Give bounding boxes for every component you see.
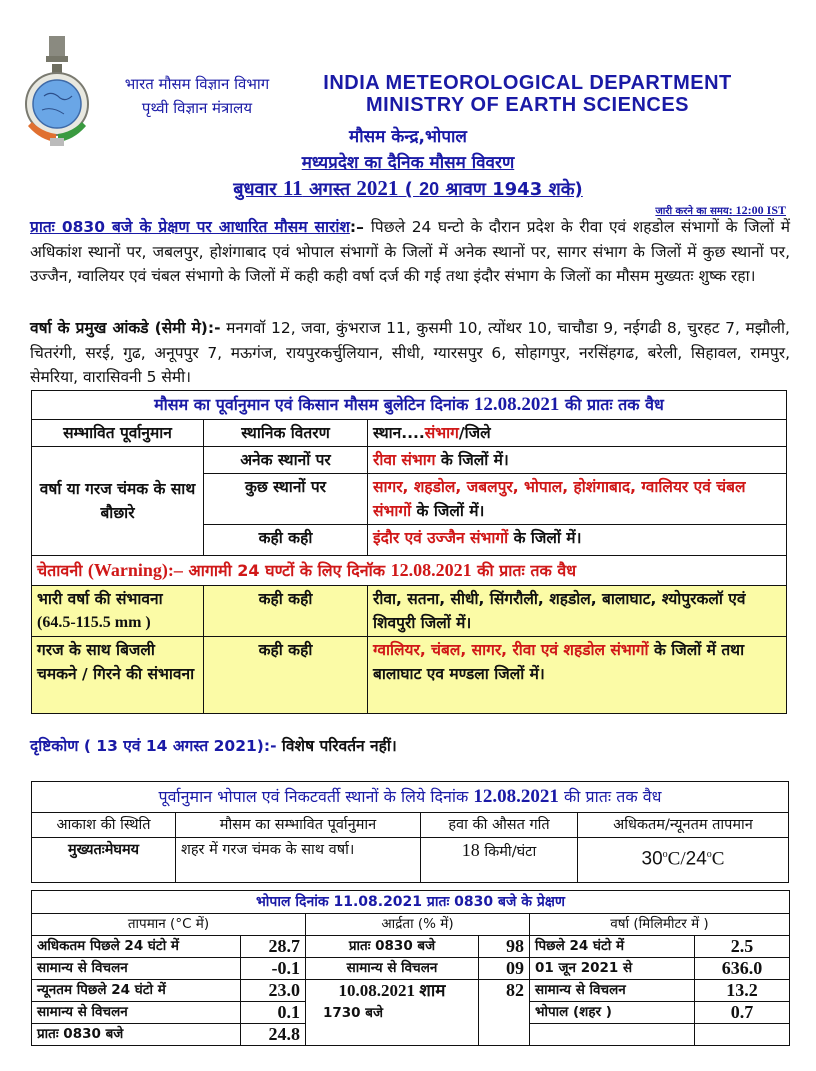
temp-value: 24.8 — [241, 1024, 306, 1046]
date-month: अगस्त — [302, 179, 357, 200]
outlook-text: विशेष परिवर्तन नहीं। — [276, 737, 397, 755]
forecast-title-date: 12.08.2021 — [473, 394, 560, 415]
forecast-text: शहर में गरज चंमक के साथ वर्षा। — [176, 838, 421, 883]
warning-title-row — [32, 556, 787, 586]
forecast-row — [32, 447, 787, 474]
bhopal-forecast-row — [32, 838, 789, 883]
center-name: मौसम केन्द्र,भोपाल — [349, 127, 467, 147]
temp-value: 0.1 — [241, 1002, 306, 1024]
rain-value: 636.0 — [695, 958, 790, 980]
warning-distribution: कही कही — [204, 586, 368, 637]
bhopal-forecast-header-row — [32, 813, 789, 838]
temp-min: 24 — [685, 848, 707, 870]
col-header-places — [368, 420, 787, 447]
temp-unit: C — [667, 848, 681, 870]
humidity-value: 09 — [479, 958, 530, 980]
org-english-line1: INDIA METEOROLOGICAL DEPARTMENT — [323, 72, 732, 94]
bulletin-title-text: मध्यप्रदेश का दैनिक मौसम विवरण — [301, 153, 515, 173]
bhopal-forecast-title — [32, 782, 789, 813]
bhopal-forecast-title-row — [32, 782, 789, 813]
bhopal-forecast-table — [31, 781, 789, 883]
observation-row — [32, 958, 790, 980]
places-red: सागर, शहडोल, जबलपुर, भोपाल, होशंगाबाद, ग्वालियर एवं चंबल संभागों — [373, 478, 746, 520]
warning-type — [32, 586, 204, 637]
degree-symbol: o — [662, 849, 668, 860]
places-black: के जिलों में। — [435, 451, 509, 469]
bf-title-pre: पूर्वानुमान भोपाल एवं निकटवर्ती स्थानों के लिये दिनांक — [158, 787, 474, 806]
temp-label: न्यूनतम पिछले 24 घंटो में — [32, 980, 241, 1002]
warning-type-text: गरज के साथ बिजली चमकने / गिरने की संभावना — [37, 641, 195, 683]
humidity-header: आर्द्रता (% में) — [306, 914, 530, 936]
humidity-label: प्रातः 0830 बजे — [306, 936, 479, 958]
bf-title-post: की प्रातः तक वैध — [558, 787, 662, 806]
weekday: बुधवार — [233, 179, 283, 200]
rain-value: 13.2 — [695, 980, 790, 1002]
date-year: 2021 — [356, 176, 399, 200]
warning-title-d: की प्रातः तक वैध — [471, 561, 577, 580]
header-wind: हवा की औसत गति — [421, 813, 578, 838]
temp-label: सामान्य से विचलन — [32, 958, 241, 980]
humidity-value: 82 — [479, 980, 530, 1046]
col3-a: स्थान.... — [373, 424, 425, 442]
temp-unit: C — [711, 848, 725, 870]
outlook — [30, 734, 397, 756]
org-name-english — [300, 72, 755, 116]
temp-max: 30 — [641, 848, 663, 870]
org-name-hindi — [112, 72, 282, 120]
rainfall-figures — [30, 316, 790, 390]
wind-value: 18 — [461, 840, 480, 860]
rainfall-heading: वर्षा के प्रमुख आंकडे (सेमी मे):- — [30, 319, 221, 337]
empty-cell — [530, 1024, 695, 1046]
temp-label: सामान्य से विचलन — [32, 1002, 241, 1024]
col-header-forecast: सम्भावित पूर्वानुमान — [32, 420, 204, 447]
places-black: रीवा, सतना, सीधी, सिंगरौली, शहडोल, बालाघाट, श्योपुरकलॉ एवं शिवपुरी जिलों में। — [373, 590, 746, 632]
rain-label: भोपाल (शहर ) — [530, 1002, 695, 1024]
forecast-title-pre: मौसम का पूर्वानुमान एवं किसान मौसम बुलेटिन दिनांक — [154, 395, 474, 414]
rain-value: 0.7 — [695, 1002, 790, 1024]
temp-value: 28.7 — [241, 936, 306, 958]
bf-title-date: 12.08.2021 — [473, 786, 559, 807]
warning-title-a: चेतावनी — [37, 561, 88, 580]
wind-unit: किमी/घंटा — [479, 844, 537, 860]
shaka-day: 20 — [419, 179, 440, 199]
col3-b: संभाग — [424, 424, 459, 442]
observation-row — [32, 936, 790, 958]
places — [368, 474, 787, 525]
wind-speed — [421, 838, 578, 883]
date-paren: ( — [398, 179, 420, 200]
summary-text: पिछले 24 घन्टो के दौरान प्रदेश के रीवा एवं शहडोल संभागों के जिलों में अधिकांश स्थानों पर, जबलपुर, होशंगाबाद एवं भोपाल संभागों के जिलों में अनेक स्थानों पर, सागर संभाग के जिलों में कुछ स्थानों पर, उज्जैन, ग्वालियर एवं चंबल संभागो के जिलों में कही कही वर्षा दर्ज की गई तथा इंदौर संभाग के जिलों का मौसम मुख्यतः शुष्क रहा। — [30, 218, 790, 285]
warning-distribution: कही कही — [204, 637, 368, 714]
temp-header: तापमान (°C में) — [32, 914, 306, 936]
issue-time-label: जारी करने का समय: — [655, 206, 733, 217]
places-black: के जिलों में। — [508, 529, 582, 547]
temp-slash: / — [680, 848, 686, 870]
distribution: कुछ स्थानों पर — [204, 474, 368, 525]
warning-row — [32, 586, 787, 637]
summary-dash: :– — [349, 218, 371, 236]
max-min-temp — [578, 838, 789, 883]
org-english-line2: MINISTRY OF EARTH SCIENCES — [365, 94, 690, 116]
places-black: के जिलों में। — [411, 502, 485, 520]
sky-condition: मुख्यतःमेघमय — [32, 838, 176, 883]
warning-places — [368, 586, 787, 637]
rain-value: 2.5 — [695, 936, 790, 958]
header-sky: आकाश की स्थिति — [32, 813, 176, 838]
observation-row — [32, 980, 790, 1002]
humidity-label: सामान्य से विचलन — [306, 958, 479, 980]
shaka-date: श्रावण 1943 शके) — [439, 179, 583, 200]
places-red: ग्वालियर, चंबल, सागर, रीवा एवं शहडोल संभागों — [373, 641, 649, 659]
observations-table — [31, 890, 790, 1046]
distribution: अनेक स्थानों पर — [204, 447, 368, 474]
warning-title-date: 12.08.2021 — [390, 560, 472, 580]
forecast-header-row — [32, 420, 787, 447]
humidity-evening — [306, 980, 479, 1046]
humidity-label: 10.08.2021 शाम — [338, 981, 446, 1000]
warning-title-b: (Warning):– — [87, 560, 183, 580]
places-red: रीवा संभाग — [373, 451, 436, 469]
col-header-distribution: स्थानिक वितरण — [204, 420, 368, 447]
rain-label: पिछले 24 घंटो में — [530, 936, 695, 958]
forecast-title — [32, 391, 787, 420]
observations-title: भोपाल दिनांक 11.08.2021 प्रातः 0830 बजे के प्रेक्षण — [32, 891, 790, 914]
warning-title-c: आगामी 24 घण्टों के लिए दिनॉक — [182, 561, 391, 580]
humidity-value: 98 — [479, 936, 530, 958]
forecast-type: वर्षा या गरज चंमक के साथ बौछारे — [32, 447, 204, 556]
bulletin-title — [0, 150, 816, 173]
warning-type-extra: (64.5-115.5 mm ) — [37, 614, 151, 631]
header-temp: अधिकतम/न्यूनतम तापमान — [578, 813, 789, 838]
rain-label: सामान्य से विचलन — [530, 980, 695, 1002]
date-day: 11 — [282, 176, 303, 200]
places — [368, 525, 787, 556]
rainfall-text: मनगवॉ 12, जवा, कुंभराज 11, कुसमी 10, त्योंथर 10, चाचौडा 9, नईगढी 8, चुरहट 7, मझौली, चितरंगी, सरई, गुढ, अनूपपुर 7, मऊगंज, रायपुरकर्चुलियान, सीधी, ग्यारसपुर 6, सोहागपुर, नरसिंहगढ, बरेली, सिहावल, रामपुर, सेमरिया, वारासिवनी 5 सेमी। — [30, 319, 790, 386]
warning-title — [32, 556, 787, 586]
org-hindi-line1: भारत मौसम विज्ञान विभाग — [124, 75, 270, 93]
places-red: इंदौर एवं उज्जैन संभागों — [373, 529, 509, 547]
temp-value: -0.1 — [241, 958, 306, 980]
distribution: कही कही — [204, 525, 368, 556]
degree-symbol: o — [706, 849, 712, 860]
forecast-title-post: की प्रातः तक वैध — [559, 395, 664, 414]
org-hindi-line2: पृथ्वी विज्ञान मंत्रालय — [141, 99, 253, 117]
observations-header-row — [32, 914, 790, 936]
places-black: के जिलों में तथा बालाघाट एव मण्डला जिलों में। — [373, 641, 745, 683]
warning-type — [32, 637, 204, 714]
temp-value: 23.0 — [241, 980, 306, 1002]
temp-label: प्रातः 0830 बजे — [32, 1024, 241, 1046]
warning-row — [32, 637, 787, 714]
forecast-warning-table — [31, 390, 787, 714]
summary-heading: प्रातः 0830 बजे के प्रेक्षण पर आधारित मौसम सारांश — [30, 218, 350, 236]
globe-icon — [33, 80, 81, 128]
forecast-title-row — [32, 391, 787, 420]
temp-label: अधिकतम पिछले 24 घंटो में — [32, 936, 241, 958]
bulletin-date — [0, 176, 816, 201]
weather-summary — [30, 215, 790, 289]
lion-capital-icon — [49, 36, 65, 56]
warning-places — [368, 637, 787, 714]
issue-time-value: 12:00 IST — [732, 203, 786, 217]
outlook-label: दृष्टिकोण ( 13 एवं 14 अगस्त 2021):- — [30, 737, 277, 755]
warning-type-text: भारी वर्षा की संभावना — [37, 590, 163, 608]
empty-cell — [695, 1024, 790, 1046]
rain-label: 01 जून 2021 से — [530, 958, 695, 980]
observations-title-row — [32, 891, 790, 914]
places — [368, 447, 787, 474]
rain-header: वर्षा (मिलिमीटर में ) — [530, 914, 790, 936]
col3-c: /जिले — [458, 424, 491, 442]
header-forecast: मौसम का सम्भावित पूर्वानुमान — [176, 813, 421, 838]
humidity-label2: 1730 बजे — [323, 1005, 383, 1021]
